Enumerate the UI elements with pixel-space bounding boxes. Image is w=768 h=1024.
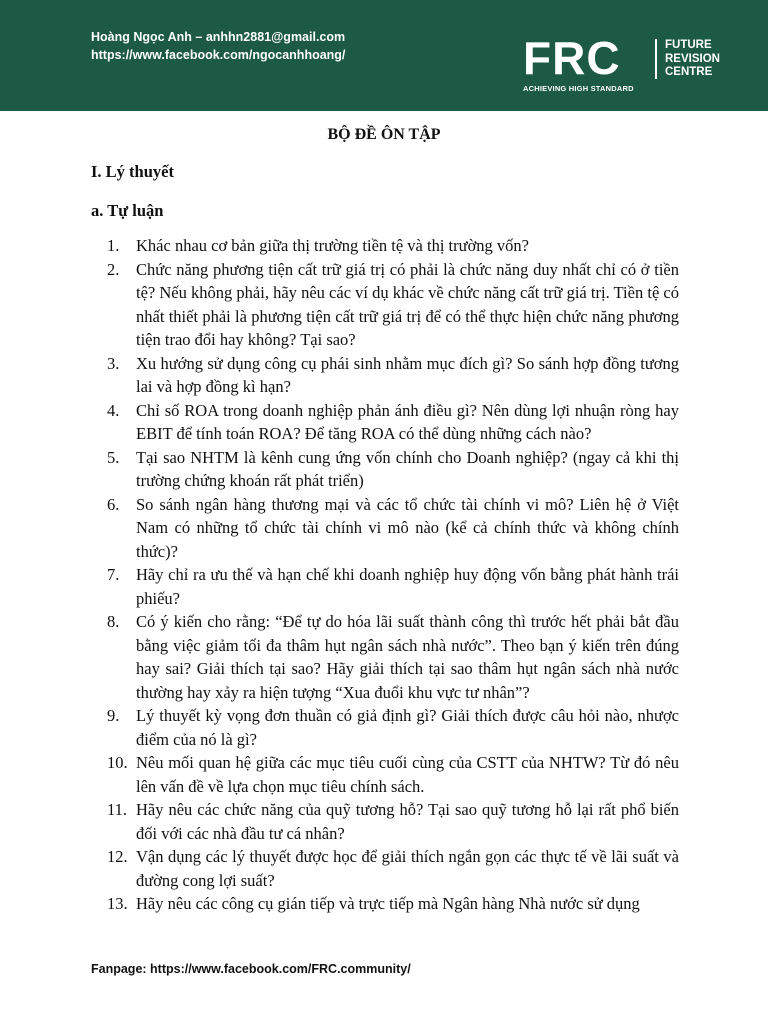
- question-number: 2.: [107, 259, 120, 279]
- question-list: [107, 234, 679, 916]
- question-text: Xu hướng sử dụng công cụ phái sinh nhằm mục đích gì? So sánh hợp đồng tương lai và hợp đồng kì hạn?: [136, 353, 679, 396]
- question-item: [107, 352, 679, 399]
- question-item: [107, 751, 679, 798]
- logo-mark: FRC: [523, 32, 621, 84]
- logo-name-line2: REVISION: [665, 52, 720, 65]
- question-number: 3.: [107, 353, 120, 373]
- question-number: 11.: [107, 800, 128, 819]
- logo-tagline: ACHIEVING HIGH STANDARD: [523, 84, 634, 93]
- question-number: 4.: [107, 400, 120, 420]
- question-text: Tại sao NHTM là kênh cung ứng vốn chính cho Doanh nghiệp? (ngay cả khi thị trường chứng khoán rất phát triển): [136, 447, 679, 490]
- frc-logo: [523, 32, 763, 95]
- question-number: 13.: [107, 894, 128, 913]
- question-text: Hãy nêu các chức năng của quỹ tương hỗ? Tại sao quỹ tương hỗ lại rất phổ biến đối với các nhà đầu tư cá nhân?: [136, 800, 679, 843]
- question-item: [107, 845, 679, 892]
- question-item: [107, 563, 679, 610]
- question-text: Hãy chỉ ra ưu thế và hạn chế khi doanh nghiệp huy động vốn bằng phát hành trái phiếu?: [136, 565, 679, 608]
- question-text: Lý thuyết kỳ vọng đơn thuần có giả định gì? Giải thích được câu hỏi nào, nhược điểm của nó là gì?: [136, 706, 679, 749]
- logo-name-line3: CENTRE: [665, 66, 713, 78]
- question-text: Khác nhau cơ bản giữa thị trường tiền tệ và thị trường vốn?: [136, 236, 529, 255]
- question-number: 1.: [107, 236, 120, 255]
- question-item: [107, 258, 679, 352]
- question-number: 10.: [107, 753, 128, 772]
- logo-name: [665, 39, 720, 80]
- question-item: [107, 234, 679, 258]
- question-text: Chức năng phương tiện cất trữ giá trị có phải là chức năng duy nhất chỉ có ở tiền tệ? Nếu không phải, hãy nêu các ví dụ khác về chức năng cất trữ giá trị. Tiền tệ có nhất thiết phải là phương tiện cất trữ giá trị để có thể thực hiện chức năng phương tiện trao đổi hay không? Tại sao?: [136, 259, 679, 349]
- question-text: So sánh ngân hàng thương mại và các tổ chức tài chính vi mô? Liên hệ ở Việt Nam có những tổ chức tài chính vi mô nào (kể cả chính thức và không chính thức)?: [136, 494, 679, 561]
- author-name-email: Hoàng Ngọc Anh – anhhn2881@gmail.com: [91, 30, 346, 44]
- footer-fanpage-link[interactable]: Fanpage: https://www.facebook.com/FRC.community/: [91, 962, 411, 976]
- question-number: 12.: [107, 847, 128, 866]
- logo-name-line1: FUTURE: [665, 39, 712, 51]
- question-text: Chỉ số ROA trong doanh nghiệp phản ánh điều gì? Nên dùng lợi nhuận ròng hay EBIT để tính toán ROA? Để tăng ROA có thể dùng những cách nào?: [136, 400, 679, 443]
- section-title: I. Lý thuyết: [91, 162, 174, 181]
- question-text: Hãy nêu các công cụ gián tiếp và trực tiếp mà Ngân hàng Nhà nước sử dụng: [136, 894, 640, 913]
- logo-divider: [655, 39, 657, 79]
- question-item: [107, 610, 679, 704]
- page-header: [0, 0, 768, 111]
- question-text: Có ý kiến cho rằng: “Để tự do hóa lãi suất thành công thì trước hết phải bắt đầu bằng việc giảm tối đa thâm hụt ngân sách nhà nước”. Theo bạn ý kiến trên đúng hay sai? Giải thích tại sao? Hãy giải thích tại sao thâm hụt ngân sách nhà nước thường hay xảy ra hiện tượng “Xua đuổi khu vực tư nhân”?: [136, 612, 679, 702]
- question-number: 6.: [107, 494, 120, 514]
- author-facebook-link[interactable]: https://www.facebook.com/ngocanhhoang/: [91, 48, 346, 62]
- question-number: 5.: [107, 447, 120, 467]
- question-item: [107, 892, 679, 916]
- author-contact: [91, 28, 345, 64]
- question-item: [107, 798, 679, 845]
- question-item: [107, 446, 679, 493]
- question-number: 8.: [107, 612, 120, 631]
- question-number: 9.: [107, 706, 120, 725]
- subsection-title: a. Tự luận: [91, 201, 164, 220]
- document-title: BỘ ĐỀ ÔN TẬP: [327, 126, 441, 143]
- question-item: [107, 704, 679, 751]
- question-item: [107, 399, 679, 446]
- question-text: Nêu mối quan hệ giữa các mục tiêu cuối cùng của CSTT của NHTW? Từ đó nêu lên vấn đề về lựa chọn mục tiêu chính sách.: [136, 753, 679, 796]
- question-item: [107, 493, 679, 564]
- question-number: 7.: [107, 565, 120, 584]
- question-text: Vận dụng các lý thuyết được học để giải thích ngắn gọn các thực tế về lãi suất và đường cong lợi suất?: [136, 847, 679, 890]
